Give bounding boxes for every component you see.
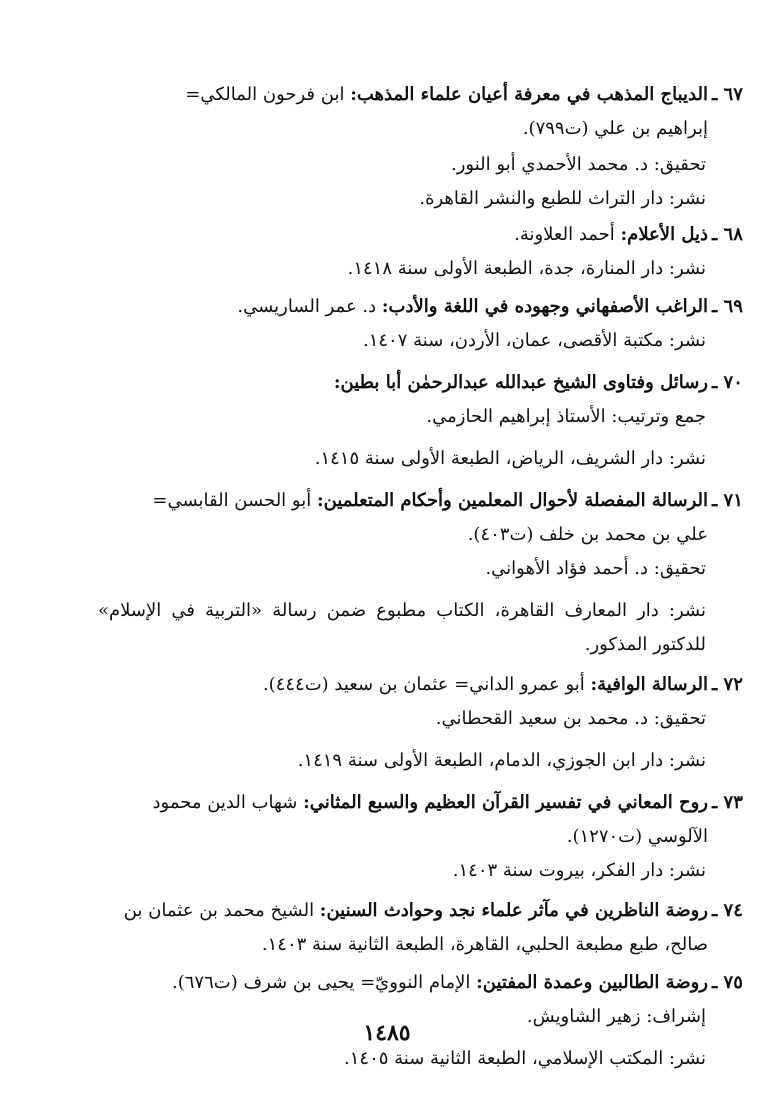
entry-detail: نشر: دار التراث للطبع والنشر القاهرة. — [419, 188, 706, 209]
entry-70 — [98, 366, 743, 476]
entry-line — [98, 78, 708, 112]
entry-author: أبو عمرو الداني= عثمان بن سعيد (ت٤٤٤). — [262, 674, 591, 695]
entry-detail: نشر: دار الشريف، الرياض، الطبعة الأولى سنة ١٤١٥. — [314, 448, 706, 469]
entry-author: د. عمر الساريسي. — [237, 296, 382, 317]
entry-detail: نشر: دار الفكر، بيروت سنة ١٤٠٣. — [452, 860, 706, 881]
entry-number: ٦٩ ـ — [712, 296, 743, 317]
entry-detail: نشر: دار المعارف القاهرة، الكتاب مطبوع ضمن رسالة «التربية في الإسلام» للدكتور المذكور. — [98, 600, 706, 655]
entry-68 — [98, 218, 743, 286]
entry-title: روح المعاني في تفسير القرآن العظيم والسبع المثاني: — [303, 792, 708, 813]
page-number: ١٤٨٥ — [363, 1020, 411, 1046]
entry-detail: نشر: مكتبة الأقصى، عمان، الأردن، سنة ١٤٠٧. — [362, 330, 706, 351]
entry-73 — [98, 786, 743, 888]
entry-title: ذيل الأعلام: — [620, 224, 708, 245]
entry-continuation: الآلوسي (ت١٢٧٠). — [566, 826, 708, 847]
entry-author: الإمام النوويّ= يحيى بن شرف (ت٦٧٦). — [172, 972, 477, 993]
entry-detail: تحقيق: د. محمد بن سعيد القحطاني. — [435, 708, 706, 729]
entry-67 — [98, 78, 743, 216]
entry-detail: إشراف: زهير الشاويش. — [526, 1006, 706, 1027]
entry-line — [98, 366, 708, 400]
entry-line — [98, 786, 708, 820]
entry-title: الرسالة الوافية: — [590, 674, 708, 695]
entry-number: ٧١ ـ — [712, 490, 743, 511]
entry-detail: تحقيق: د. محمد الأحمدي أبو النور. — [451, 154, 706, 175]
entry-title: الديباج المذهب في معرفة أعيان علماء المذهب: — [350, 84, 708, 105]
entry-line — [98, 290, 708, 324]
entry-author: أبو الحسن القابسي= — [152, 490, 317, 511]
entry-continuation: إبراهيم بن علي (ت٧٩٩). — [522, 118, 708, 139]
entry-line — [98, 484, 708, 518]
entry-continuation: علي بن محمد بن خلف (ت٤٠٣). — [467, 524, 708, 545]
entry-detail: نشر: دار ابن الجوزي، الدمام، الطبعة الأولى سنة ١٤١٩. — [297, 750, 706, 771]
entry-line — [98, 218, 708, 252]
entry-74 — [98, 894, 743, 962]
entry-detail: جمع وترتيب: الأستاذ إبراهيم الحازمي. — [426, 406, 706, 427]
entry-71 — [98, 484, 743, 662]
entry-author: ابن فرحون المالكي= — [185, 84, 351, 105]
entry-author: أحمد العلاونة. — [514, 224, 621, 245]
entry-number: ٧٣ ـ — [712, 792, 743, 813]
entry-title: روضة الناظرين في مآثر علماء نجد وحوادث السنين: — [319, 900, 708, 921]
entry-number: ٦٧ ـ — [712, 84, 743, 105]
entry-number: ٧٤ ـ — [712, 900, 743, 921]
entry-line — [98, 966, 708, 1000]
entry-author: الشيخ محمد بن عثمان بن — [123, 900, 320, 921]
entry-line — [98, 668, 708, 702]
entry-line — [98, 894, 708, 928]
entry-title: الراغب الأصفهاني وجهوده في اللغة والأدب: — [381, 296, 708, 317]
entry-continuation: صالح، طبع مطبعة الحلبي، القاهرة، الطبعة الثانية سنة ١٤٠٣. — [261, 934, 708, 955]
entry-number: ٧٥ ـ — [712, 972, 743, 993]
entry-title: رسائل وفتاوى الشيخ عبدالله عبدالرحمٰن أبا بطين: — [333, 372, 708, 393]
entry-title: روضة الطالبين وعمدة المفتين: — [476, 972, 708, 993]
entry-detail: تحقيق: د. أحمد فؤاد الأهواني. — [485, 558, 706, 579]
entry-author: شهاب الدين محمود — [152, 792, 304, 813]
entry-detail: نشر: المكتب الإسلامي، الطبعة الثانية سنة ١٤٠٥. — [344, 1048, 706, 1069]
entry-title: الرسالة المفصلة لأحوال المعلمين وأحكام المتعلمين: — [316, 490, 708, 511]
entry-69 — [98, 290, 743, 358]
entry-number: ٦٨ ـ — [712, 224, 743, 245]
entry-number: ٧٠ ـ — [712, 372, 743, 393]
entry-detail: نشر: دار المنارة، جدة، الطبعة الأولى سنة ١٤١٨. — [347, 258, 706, 279]
entry-number: ٧٢ ـ — [712, 674, 743, 695]
bibliography-page — [98, 78, 743, 1080]
entry-72 — [98, 668, 743, 778]
